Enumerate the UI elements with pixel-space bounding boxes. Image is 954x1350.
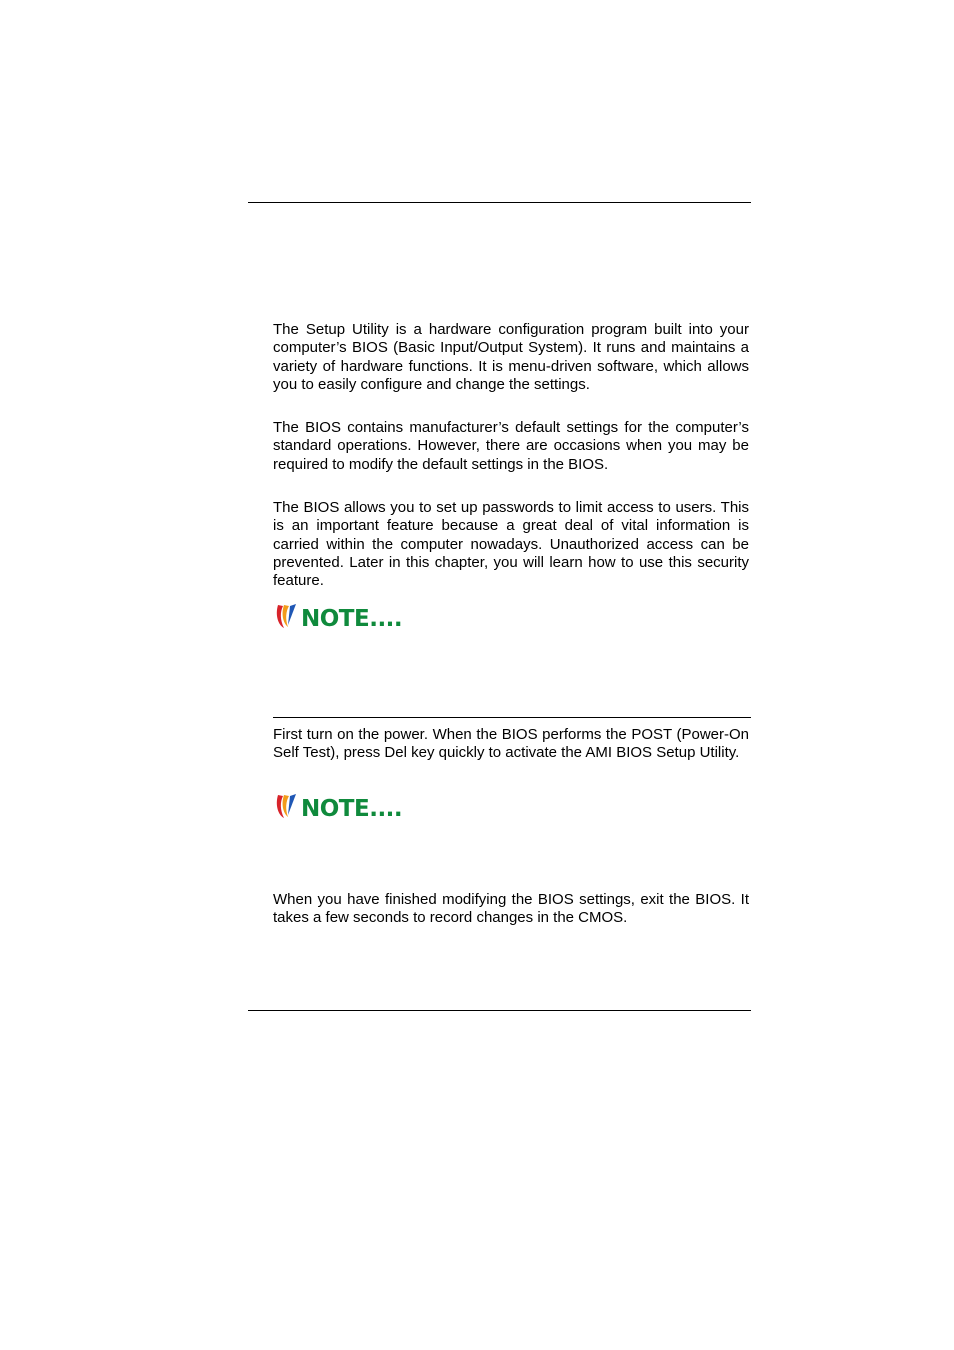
svg-text:NOTE....: NOTE.... xyxy=(301,796,403,821)
svg-text:NOTE....: NOTE.... xyxy=(301,606,403,631)
header-rule xyxy=(248,202,751,203)
exiting-paragraph: When you have finished modifying the BIOS settings, exit the BIOS. It takes a few seconds to record changes in the CMOS. xyxy=(273,891,749,927)
intro-paragraph-2: The BIOS contains manufacturer’s default settings for the computer’s standard operations. However, there are occasions when you may be required to modify the default settings in the BIOS. xyxy=(273,419,749,473)
entering-paragraph: First turn on the power. When the BIOS performs the POST (Power-On Self Test), press Del key quickly to activate the AMI BIOS Setup Utility. xyxy=(273,726,749,762)
section-rule xyxy=(273,717,751,718)
intro-paragraph-3: The BIOS allows you to set up passwords to limit access to users. This is an important feature because a great deal of vital information is carried within the computer nowadays. Unauthorized access can be prevented. Later in this chapter, you will learn how to use this security feature. xyxy=(273,499,749,590)
note-logo-icon xyxy=(274,601,410,631)
intro-paragraph-1: The Setup Utility is a hardware configuration program built into your computer’s BIOS (Basic Input/Output System). It runs and maintains a variety of hardware functions. It is menu-driven software, which allows you to easily configure and change the settings. xyxy=(273,321,749,393)
note-logo-icon xyxy=(274,791,410,821)
footer-rule xyxy=(248,1010,751,1011)
